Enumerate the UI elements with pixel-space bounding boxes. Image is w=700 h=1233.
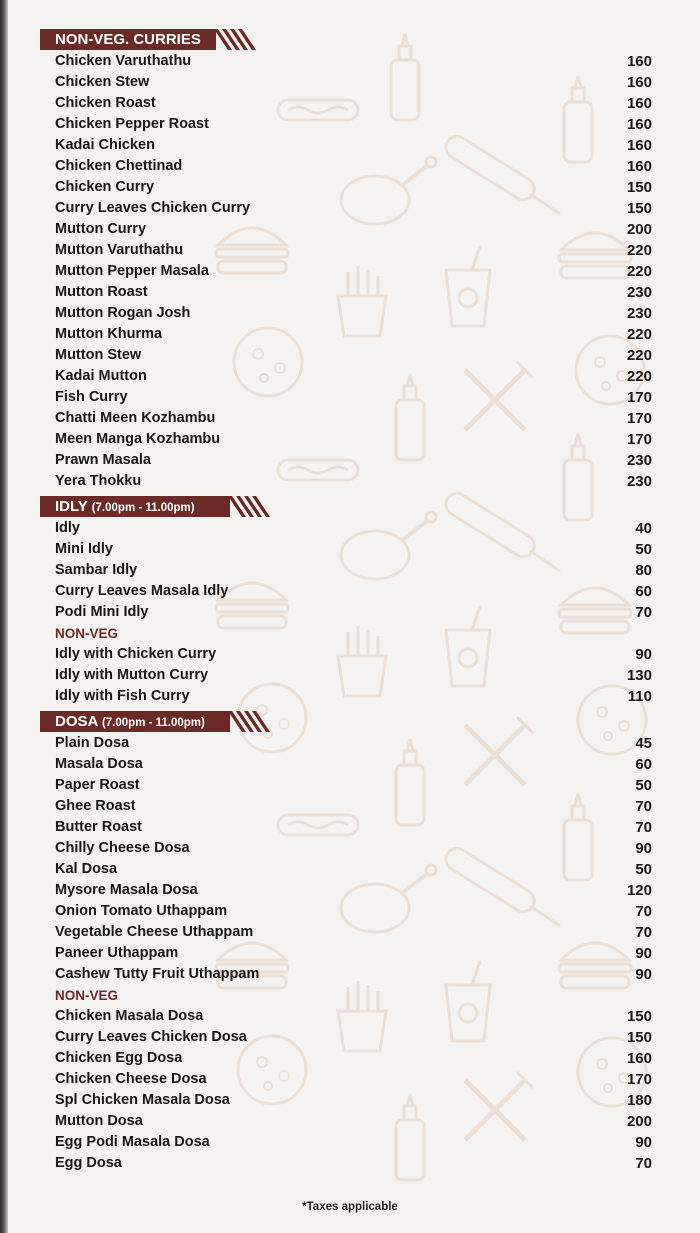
menu-item-price: 70 <box>635 1155 652 1172</box>
menu-item <box>40 303 652 324</box>
menu-item-name: Kal Dosa <box>55 861 118 877</box>
menu-item-name: Paneer Uthappam <box>55 945 179 961</box>
menu-item-price: 150 <box>626 200 652 217</box>
menu-item-name: Chatti Meen Kozhambu <box>55 410 216 426</box>
header-stripes-decoration <box>228 496 272 517</box>
menu-item <box>40 775 652 796</box>
taxes-note: *Taxes applicable <box>302 1201 398 1213</box>
menu-item-price: 50 <box>635 777 652 794</box>
menu-item-name: Chicken Cheese Dosa <box>55 1071 207 1087</box>
menu-item <box>40 733 652 754</box>
non-veg-subheading: NON-VEG <box>55 988 119 1003</box>
menu-item-price: 60 <box>635 756 652 773</box>
menu-item-price: 120 <box>626 882 652 899</box>
menu-item-name: Mini Idly <box>55 541 113 557</box>
menu-item-price: 50 <box>635 861 652 878</box>
menu-item-name: Podi Mini Idly <box>55 604 149 620</box>
menu-item-price: 130 <box>626 667 652 684</box>
menu-item-price: 90 <box>635 1134 652 1151</box>
menu-item <box>40 366 652 387</box>
menu-item-price: 60 <box>635 583 652 600</box>
menu-item-price: 170 <box>626 389 652 406</box>
menu-item-name: Curry Leaves Masala Idly <box>55 583 229 599</box>
menu-item <box>40 817 652 838</box>
menu-item-price: 200 <box>626 221 652 238</box>
menu-item-name: Fish Curry <box>55 389 128 405</box>
section-hours: (7.00pm - 11.00pm) <box>101 717 205 729</box>
section-header <box>40 711 652 732</box>
section-hours: (7.00pm - 11.00pm) <box>91 502 195 514</box>
menu-item-price: 150 <box>626 179 652 196</box>
menu-item-price: 200 <box>626 1113 652 1130</box>
menu-item <box>40 240 652 261</box>
menu-item <box>40 135 652 156</box>
menu-item-price: 160 <box>626 74 652 91</box>
menu-item <box>40 560 652 581</box>
menu-item-name: Masala Dosa <box>55 756 143 772</box>
menu-item-name: Plain Dosa <box>55 735 130 751</box>
section-title-text: DOSA <box>55 713 98 730</box>
menu-item-price: 160 <box>626 53 652 70</box>
menu-item-price: 220 <box>626 347 652 364</box>
header-stripes-decoration <box>228 711 272 732</box>
menu-item <box>40 581 652 602</box>
section-header <box>40 29 652 50</box>
menu-item-price: 70 <box>635 903 652 920</box>
menu-item <box>40 1153 652 1174</box>
menu-item-name: Paper Roast <box>55 777 140 793</box>
menu-item-price: 150 <box>626 1008 652 1025</box>
menu-item-price: 230 <box>626 305 652 322</box>
menu-item-name: Sambar Idly <box>55 562 138 578</box>
menu-item-price: 170 <box>626 1071 652 1088</box>
menu-item-price: 230 <box>626 473 652 490</box>
menu-list <box>40 29 652 1174</box>
menu-item <box>40 198 652 219</box>
menu-item <box>40 219 652 240</box>
menu-item <box>40 114 652 135</box>
menu-item-name: Curry Leaves Chicken Dosa <box>55 1029 247 1045</box>
menu-item-price: 170 <box>626 431 652 448</box>
menu-item-name: Meen Manga Kozhambu <box>55 431 221 447</box>
menu-item <box>40 644 652 665</box>
menu-item-name: Chicken Curry <box>55 179 155 195</box>
menu-item-price: 80 <box>635 562 652 579</box>
menu-item-price: 160 <box>626 95 652 112</box>
menu-item <box>40 1048 652 1069</box>
menu-item-price: 160 <box>626 158 652 175</box>
menu-item-name: Chicken Masala Dosa <box>55 1008 204 1024</box>
menu-item-name: Egg Dosa <box>55 1155 122 1171</box>
menu-item-name: Ghee Roast <box>55 798 136 814</box>
menu-item-price: 45 <box>635 735 652 752</box>
menu-item-name: Idly with Fish Curry <box>55 688 190 704</box>
menu-item-name: Mutton Rogan Josh <box>55 305 191 321</box>
menu-item-price: 150 <box>626 1029 652 1046</box>
menu-item-price: 40 <box>635 520 652 537</box>
menu-item-price: 110 <box>627 688 652 705</box>
section-title <box>40 711 230 732</box>
menu-item-price: 160 <box>626 137 652 154</box>
menu-item <box>40 1027 652 1048</box>
menu-item-price: 220 <box>626 242 652 259</box>
menu-item <box>40 1006 652 1027</box>
menu-item-name: Chicken Chettinad <box>55 158 183 174</box>
menu-item-name: Mysore Masala Dosa <box>55 882 198 898</box>
menu-item-price: 220 <box>626 326 652 343</box>
menu-item <box>40 1132 652 1153</box>
menu-item <box>40 943 652 964</box>
menu-item-name: Yera Thokku <box>55 473 142 489</box>
menu-item-price: 180 <box>626 1092 652 1109</box>
menu-item <box>40 156 652 177</box>
section-title-text: NON-VEG. CURRIES <box>55 31 201 48</box>
menu-item-name: Mutton Varuthathu <box>55 242 184 258</box>
menu-item-name: Chilly Cheese Dosa <box>55 840 190 856</box>
menu-item <box>40 345 652 366</box>
section-title-text: IDLY <box>55 498 88 515</box>
menu-item-name: Mutton Roast <box>55 284 148 300</box>
menu-item <box>40 602 652 623</box>
menu-item <box>40 387 652 408</box>
menu-item-price: 50 <box>635 541 652 558</box>
menu-item-name: Mutton Curry <box>55 221 147 237</box>
menu-item <box>40 838 652 859</box>
menu-item <box>40 471 652 492</box>
menu-item-price: 160 <box>626 116 652 133</box>
menu-item <box>40 429 652 450</box>
menu-item-name: Mutton Khurma <box>55 326 163 342</box>
menu-item <box>40 901 652 922</box>
menu-item-price: 90 <box>635 945 652 962</box>
menu-item-name: Kadai Mutton <box>55 368 147 384</box>
header-stripes-decoration <box>214 29 258 50</box>
menu-item-price: 70 <box>635 819 652 836</box>
menu-item <box>40 539 652 560</box>
menu-item-price: 70 <box>635 604 652 621</box>
menu-item-price: 90 <box>635 840 652 857</box>
menu-item-name: Chicken Egg Dosa <box>55 1050 183 1066</box>
menu-item-name: Chicken Varuthathu <box>55 53 192 69</box>
menu-item-price: 170 <box>626 410 652 427</box>
menu-item-name: Spl Chicken Masala Dosa <box>55 1092 230 1108</box>
non-veg-subheading: NON-VEG <box>55 626 119 641</box>
menu-item <box>40 686 652 707</box>
menu-item <box>40 1069 652 1090</box>
menu-item <box>40 450 652 471</box>
menu-item <box>40 1111 652 1132</box>
menu-item-name: Butter Roast <box>55 819 143 835</box>
menu-item <box>40 72 652 93</box>
menu-item-name: Kadai Chicken <box>55 137 155 153</box>
section-title <box>40 29 216 50</box>
menu-item-name: Idly with Mutton Curry <box>55 667 209 683</box>
menu-item-price: 220 <box>626 263 652 280</box>
menu-item <box>40 964 652 985</box>
menu-item-name: Prawn Masala <box>55 452 151 468</box>
menu-item-name: Chicken Stew <box>55 74 150 90</box>
menu-item-name: Curry Leaves Chicken Curry <box>55 200 251 216</box>
menu-item <box>40 880 652 901</box>
menu-item <box>40 922 652 943</box>
menu-item-name: Mutton Stew <box>55 347 142 363</box>
menu-item <box>40 408 652 429</box>
menu-item-price: 90 <box>635 646 652 663</box>
menu-item <box>40 518 652 539</box>
menu-item <box>40 754 652 775</box>
menu-item <box>40 665 652 686</box>
menu-item-name: Chicken Pepper Roast <box>55 116 209 132</box>
menu-item <box>40 93 652 114</box>
menu-item <box>40 282 652 303</box>
menu-item <box>40 261 652 282</box>
menu-item-name: Cashew Tutty Fruit Uthappam <box>55 966 260 982</box>
menu-item-price: 230 <box>626 284 652 301</box>
menu-item-name: Idly with Chicken Curry <box>55 646 217 662</box>
menu-item-name: Idly <box>55 520 80 536</box>
menu-item <box>40 796 652 817</box>
menu-item-name: Onion Tomato Uthappam <box>55 903 228 919</box>
menu-item-price: 220 <box>626 368 652 385</box>
menu-item-name: Vegetable Cheese Uthappam <box>55 924 254 940</box>
section-header <box>40 496 652 517</box>
menu-item <box>40 177 652 198</box>
menu-item-price: 70 <box>635 924 652 941</box>
menu-item-price: 70 <box>635 798 652 815</box>
menu-item <box>40 51 652 72</box>
menu-item-name: Mutton Dosa <box>55 1113 143 1129</box>
section-title <box>40 496 230 517</box>
menu-item-name: Chicken Roast <box>55 95 156 111</box>
menu-item-price: 230 <box>626 452 652 469</box>
menu-item <box>40 859 652 880</box>
menu-item-price: 160 <box>626 1050 652 1067</box>
menu-item <box>40 324 652 345</box>
menu-item-price: 90 <box>635 966 652 983</box>
menu-item-name: Mutton Pepper Masala <box>55 263 209 279</box>
menu-item-name: Egg Podi Masala Dosa <box>55 1134 210 1150</box>
menu-item <box>40 1090 652 1111</box>
